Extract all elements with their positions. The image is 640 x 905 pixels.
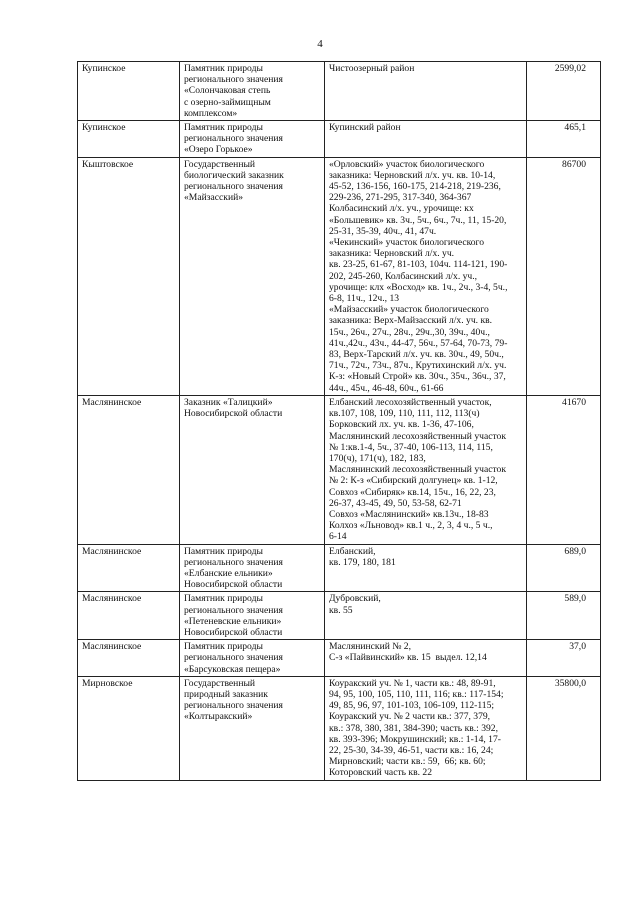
location-cell	[325, 592, 527, 640]
cell-line: заказника: Черновский л/х. уч.	[329, 248, 455, 260]
cell-line: Елбанский,	[329, 545, 376, 557]
cell-line: заказника: Верх-Майзасский л/х. уч. кв.	[329, 315, 493, 327]
location-cell	[325, 395, 527, 544]
cell-line: Памятник природы	[184, 641, 263, 653]
cell-line: Памятник природы	[184, 63, 263, 74]
cell-line: 202, 245-260, Колбасинский л/х. уч.,	[329, 270, 478, 282]
cell-line: 25-31, 35-39, 40ч., 41, 47ч.	[329, 225, 437, 237]
cell-line: Колбасинский л/х. уч., урочище: кх	[329, 203, 474, 215]
cell-line: 94, 95, 100, 105, 110, 111, 116; кв.: 117-154;	[329, 688, 504, 700]
cell-line: Совхоз «Маслянинский» кв.13ч., 18-83	[329, 508, 489, 520]
cell-line: «Большевик» кв. 3ч., 5ч., 6ч., 7ч., 11, 15-20,	[329, 214, 507, 226]
cell-line: комплексом»	[184, 107, 238, 119]
cell-line: 45-52, 136-156, 160-175, 214-218, 219-236,	[329, 181, 501, 193]
table-row	[78, 62, 601, 121]
cell-line: Государственный	[184, 677, 256, 689]
cell-line: 6-8, 11ч., 12ч., 13	[329, 293, 400, 305]
table-row	[78, 121, 601, 158]
cell-line: «Озеро Горькое»	[184, 144, 253, 156]
cell-line: № 2: К-з «Сибирский долгунец» кв. 1-12,	[329, 475, 498, 487]
district-cell: Кыштовское	[78, 157, 180, 395]
cell-line: заказника: Черновский л/х. уч. кв. 10-14,	[329, 169, 496, 181]
district-cell: Мирновское	[78, 676, 180, 780]
location-cell	[325, 157, 527, 395]
cell-line: Колхоз «Льновод» кв.1 ч., 2, 3, 4 ч., 5 ч.,	[329, 520, 493, 532]
cell-line: Памятник природы	[184, 122, 263, 134]
cell-line: урочище: клх «Восход» кв. 1ч., 2ч., 3-4, 5ч.,	[329, 281, 508, 293]
cell-line: Новосибирской области	[184, 626, 283, 638]
cell-line: «Чекинский» участок биологического	[329, 237, 485, 249]
location-cell	[325, 676, 527, 780]
cell-line: регионального значения	[184, 74, 283, 86]
district-cell: Маслянинское	[78, 592, 180, 640]
cell-line: регионального значения	[184, 652, 283, 664]
area-cell: 589,0	[527, 592, 601, 640]
cell-line: 49, 85, 96, 97, 101-103, 106-109, 112-115;	[329, 700, 495, 712]
cell-line: Совхоз «Сибиряк» кв.14, 15ч., 16, 22, 23,	[329, 486, 496, 498]
cell-line: природный заказник	[184, 688, 268, 700]
area-cell: 41670	[527, 395, 601, 544]
area-cell: 35800,0	[527, 676, 601, 780]
object-cell	[180, 592, 325, 640]
cell-line: «Орловский» участок биологического	[329, 158, 485, 170]
table-row	[78, 592, 601, 640]
cell-line: кв.: 378, 380, 381, 384-390; часть кв.: 392,	[329, 722, 499, 734]
cell-line: Маслянинский лесохозяйственный участок	[329, 430, 506, 442]
object-cell	[180, 640, 325, 677]
district-cell: Купинское	[78, 121, 180, 158]
location-cell	[325, 640, 527, 677]
table-row	[78, 676, 601, 780]
cell-line: Новосибирской области	[184, 408, 283, 420]
table-row	[78, 157, 601, 395]
cell-line: 44ч., 45ч., 46-48, 60ч., 61-66	[329, 382, 444, 394]
cell-line: 6-14	[329, 531, 347, 543]
cell-line: регионального значения	[184, 181, 283, 193]
cell-line: «Колтыракский»	[184, 711, 253, 723]
cell-line: С-з «Пайвинский» кв. 15 выдел. 12,14	[329, 652, 487, 664]
cell-line: 41ч.,42ч., 43ч., 44-47, 56ч., 57-64, 70-73, 79-	[329, 337, 508, 349]
object-cell	[180, 395, 325, 544]
cell-line: 22, 25-30, 34-39, 46-51, части кв.: 16, 24;	[329, 744, 494, 756]
district-cell: Маслянинское	[78, 395, 180, 544]
cell-line: Коуракский уч. № 2 части кв.: 377, 379,	[329, 711, 491, 723]
location-cell	[325, 62, 527, 121]
cell-line: Памятник природы	[184, 545, 263, 557]
district-cell: Маслянинское	[78, 640, 180, 677]
area-cell: 2599,02	[527, 62, 601, 121]
cell-line: 26-37, 43-45, 49, 50, 53-58, 62-71	[329, 497, 462, 509]
object-cell	[180, 62, 325, 121]
cell-line: «Барсуковская пещера»	[184, 663, 281, 675]
cell-line: Которовский часть кв. 22	[329, 767, 432, 779]
table-row	[78, 395, 601, 544]
cell-line: «Майзасский»	[184, 192, 244, 204]
area-cell: 37,0	[527, 640, 601, 677]
cell-line: Купинский район	[329, 122, 401, 134]
cell-line: кв.107, 108, 109, 110, 111, 112, 113(ч)	[329, 408, 480, 420]
cell-line: 15ч., 26ч., 27ч., 28ч., 29ч.,30, 39ч., 40ч.,	[329, 326, 490, 338]
table-row	[78, 640, 601, 677]
cell-line: кв. 55	[329, 604, 353, 616]
cell-line: Маслянинский № 2,	[329, 641, 411, 653]
cell-line: Коуракский уч. № 1, части кв.: 48, 89-91,	[329, 677, 496, 689]
cell-line: Маслянинский лесохозяйственный участок	[329, 464, 506, 476]
table-row	[78, 544, 601, 592]
location-cell	[325, 121, 527, 158]
cell-line: Памятник природы	[184, 593, 263, 605]
cell-line: 83, Верх-Тарский л/х. уч. кв. 30ч., 49, 50ч.,	[329, 349, 504, 361]
area-cell: 465,1	[527, 121, 601, 158]
cell-line: регионального значения	[184, 604, 283, 616]
cell-line: регионального значения	[184, 133, 283, 145]
cell-line: «Петеневские ельники»	[184, 615, 282, 627]
cell-line: кв. 179, 180, 181	[329, 556, 396, 568]
district-cell: Маслянинское	[78, 544, 180, 592]
object-cell	[180, 676, 325, 780]
cell-line: с озерно-займищным	[184, 96, 271, 108]
cell-line: «Солончаковая степь	[184, 85, 271, 97]
cell-line: Елбанский лесохозяйственный участок,	[329, 396, 492, 408]
cell-line: регионального значения	[184, 700, 283, 712]
cell-line: № 1:кв.1-4, 5ч., 37-40, 106-113, 114, 115,	[329, 441, 493, 453]
cell-line: регионального значения	[184, 556, 283, 568]
object-cell	[180, 121, 325, 158]
cell-line: 170(ч), 171(ч), 182, 183,	[329, 452, 426, 464]
district-cell: Купинское	[78, 62, 180, 121]
cell-line: Новосибирской области	[184, 579, 283, 591]
area-cell: 86700	[527, 157, 601, 395]
cell-line: «Майзасский» участок биологического	[329, 304, 489, 316]
cell-line: Дубровский,	[329, 593, 381, 605]
cell-line: биологический заказник	[184, 169, 284, 181]
cell-line: К-з: «Новый Строй» кв. 30ч., 35ч., 36ч., 37,	[329, 371, 506, 383]
location-cell	[325, 544, 527, 592]
cell-line: 71ч., 72ч., 73ч., 87ч., Крутихинский л/х. уч.	[329, 360, 507, 372]
cell-line: Государственный	[184, 158, 256, 170]
cell-line: 229-236, 271-295, 317-340, 364-367	[329, 192, 472, 204]
cell-line: Мирновский; части кв.: 59, 66; кв. 60;	[329, 756, 486, 768]
protected-areas-table	[77, 61, 601, 781]
cell-line: Чистоозерный район	[329, 63, 415, 74]
object-cell	[180, 157, 325, 395]
page-number: 4	[317, 38, 323, 50]
cell-line: Заказник «Талицкий»	[184, 396, 273, 408]
cell-line: «Елбанские ельники»	[184, 567, 273, 579]
area-cell: 689,0	[527, 544, 601, 592]
cell-line: Борковский лх. уч. кв. 1-36, 47-106,	[329, 419, 474, 431]
cell-line: кв. 23-25, 61-67, 81-103, 104ч. 114-121, 190-	[329, 259, 508, 271]
object-cell	[180, 544, 325, 592]
cell-line: кв. 393-396; Мокрушинский; кв.: 1-14, 17-	[329, 733, 501, 745]
